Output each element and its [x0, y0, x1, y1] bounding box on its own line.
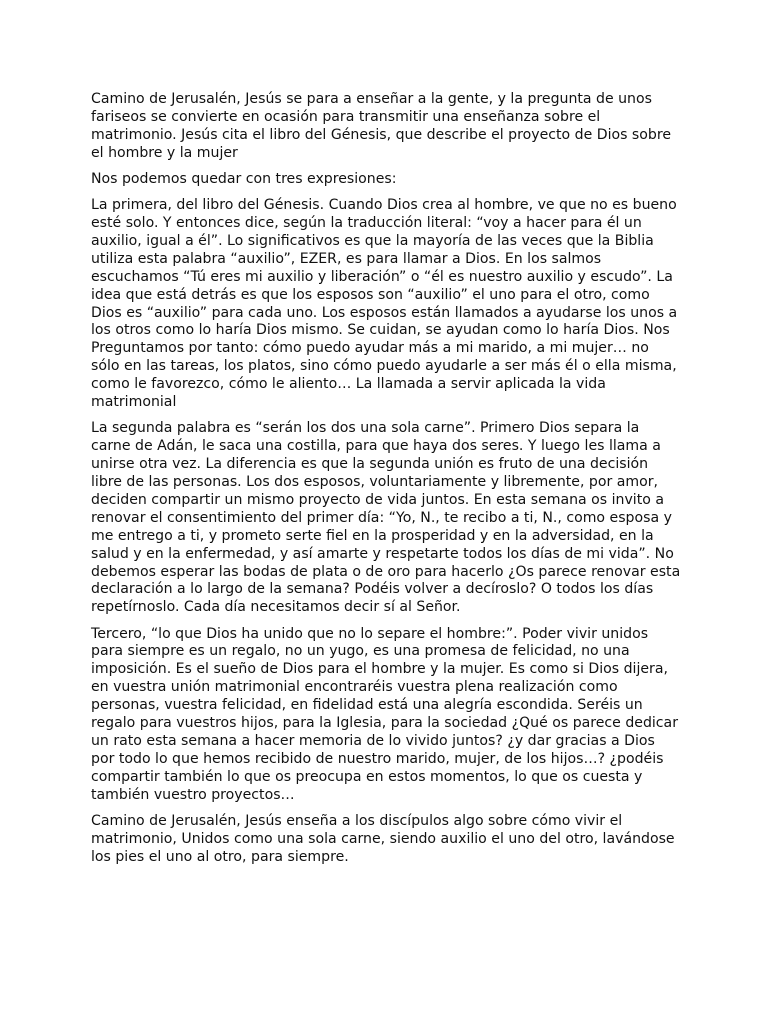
document-page: [91, 91, 681, 875]
paragraph-third: Tercero, “lo que Dios ha unido que no lo separe el hombre:”. Poder vivir unidos para siempre es un regalo, no un yugo, es una promesa de felicidad, no una imposición. Es el sueño de Dios para el hombre y la mujer. Es como si Dios dijera, en vuestra unión matrimonial encontraréis vuestra plena realización como personas, vuestra felicidad, en fidelidad está una alegría escondida. Seréis un regalo para vuestros hijos, para la Iglesia, para la sociedad ¿Qué os parece dedicar un rato esta semana a hacer memoria de lo vivido juntos? ¿y dar gracias a Dios por todo lo que hemos recibido de nuestro marido, mujer, de los hijos…? ¿podéis compartir también lo que os preocupa en estos momentos, lo que os cuesta y también vuestro proyectos…: [91, 625, 678, 803]
paragraph-intro: Camino de Jerusalén, Jesús se para a enseñar a la gente, y la pregunta de unos fariseos se convierte en ocasión para transmitir una enseñanza sobre el matrimonio. Jesús cita el libro del Génesis, que describe el proyecto de Dios sobre el hombre y la mujer: [91, 91, 672, 161]
paragraph-first: La primera, del libro del Génesis. Cuando Dios crea al hombre, ve que no es bueno esté solo. Y entonces dice, según la traducción literal: “voy a hacer para él un auxilio, igual a él”. Lo significativos es que la mayoría de las veces que la Biblia utiliza esta palabra “auxilio”, EZER, es para llamar a Dios. En los salmos escuchamos “Tú eres mi auxilio y liberación” o “él es nuestro auxilio y escudo”. La idea que está detrás es que los esposos son “auxilio” el uno para el otro, como Dios es “auxilio” para cada uno. Los esposos están llamados a ayudarse los unos a los otros como lo haría Dios mismo. Se cuidan, se ayudan como lo haría Dios. Nos Preguntamos por tanto: cómo puedo ayudar más a mi marido, a mi mujer… no sólo en las tareas, los platos, sino cómo puedo ayudarle a ser más él o ella misma, como le favorezco, cómo le aliento… La llamada a servir aplicada la vida matrimonial: [91, 197, 678, 411]
paragraph-conclusion: Camino de Jerusalén, Jesús enseña a los discípulos algo sobre cómo vivir el matrimonio, Unidos como una sola carne, siendo auxilio el uno del otro, lavándose los pies el uno al otro, para siempre.: [91, 812, 675, 865]
paragraph-three-expressions: Nos podemos quedar con tres expresiones:: [91, 170, 397, 187]
paragraph-second: La segunda palabra es “serán los dos una sola carne”. Primero Dios separa la carne de Adán, le saca una costilla, para que haya dos seres. Y luego les llama a unirse otra vez. La diferencia es que la segunda unión es fruto de una decisión libre de las personas. Los dos esposos, voluntariamente y libremente, por amor, deciden compartir un mismo proyecto de vida juntos. En esta semana os invito a renovar el consentimiento del primer día: “Yo, N., te recibo a ti, N., como esposa y me entrego a ti, y prometo serte fiel en la prosperidad y en la adversidad, en la salud y en la enfermedad, y así amarte y respetarte todos los días de mi vida”. No debemos esperar las bodas de plata o de oro para hacerlo ¿Os parece renovar esta declaración a lo largo de la semana? Podéis volver a decíroslo? O todos los días repetírnoslo. Cada día necesitamos decir sí al Señor.: [91, 420, 681, 616]
